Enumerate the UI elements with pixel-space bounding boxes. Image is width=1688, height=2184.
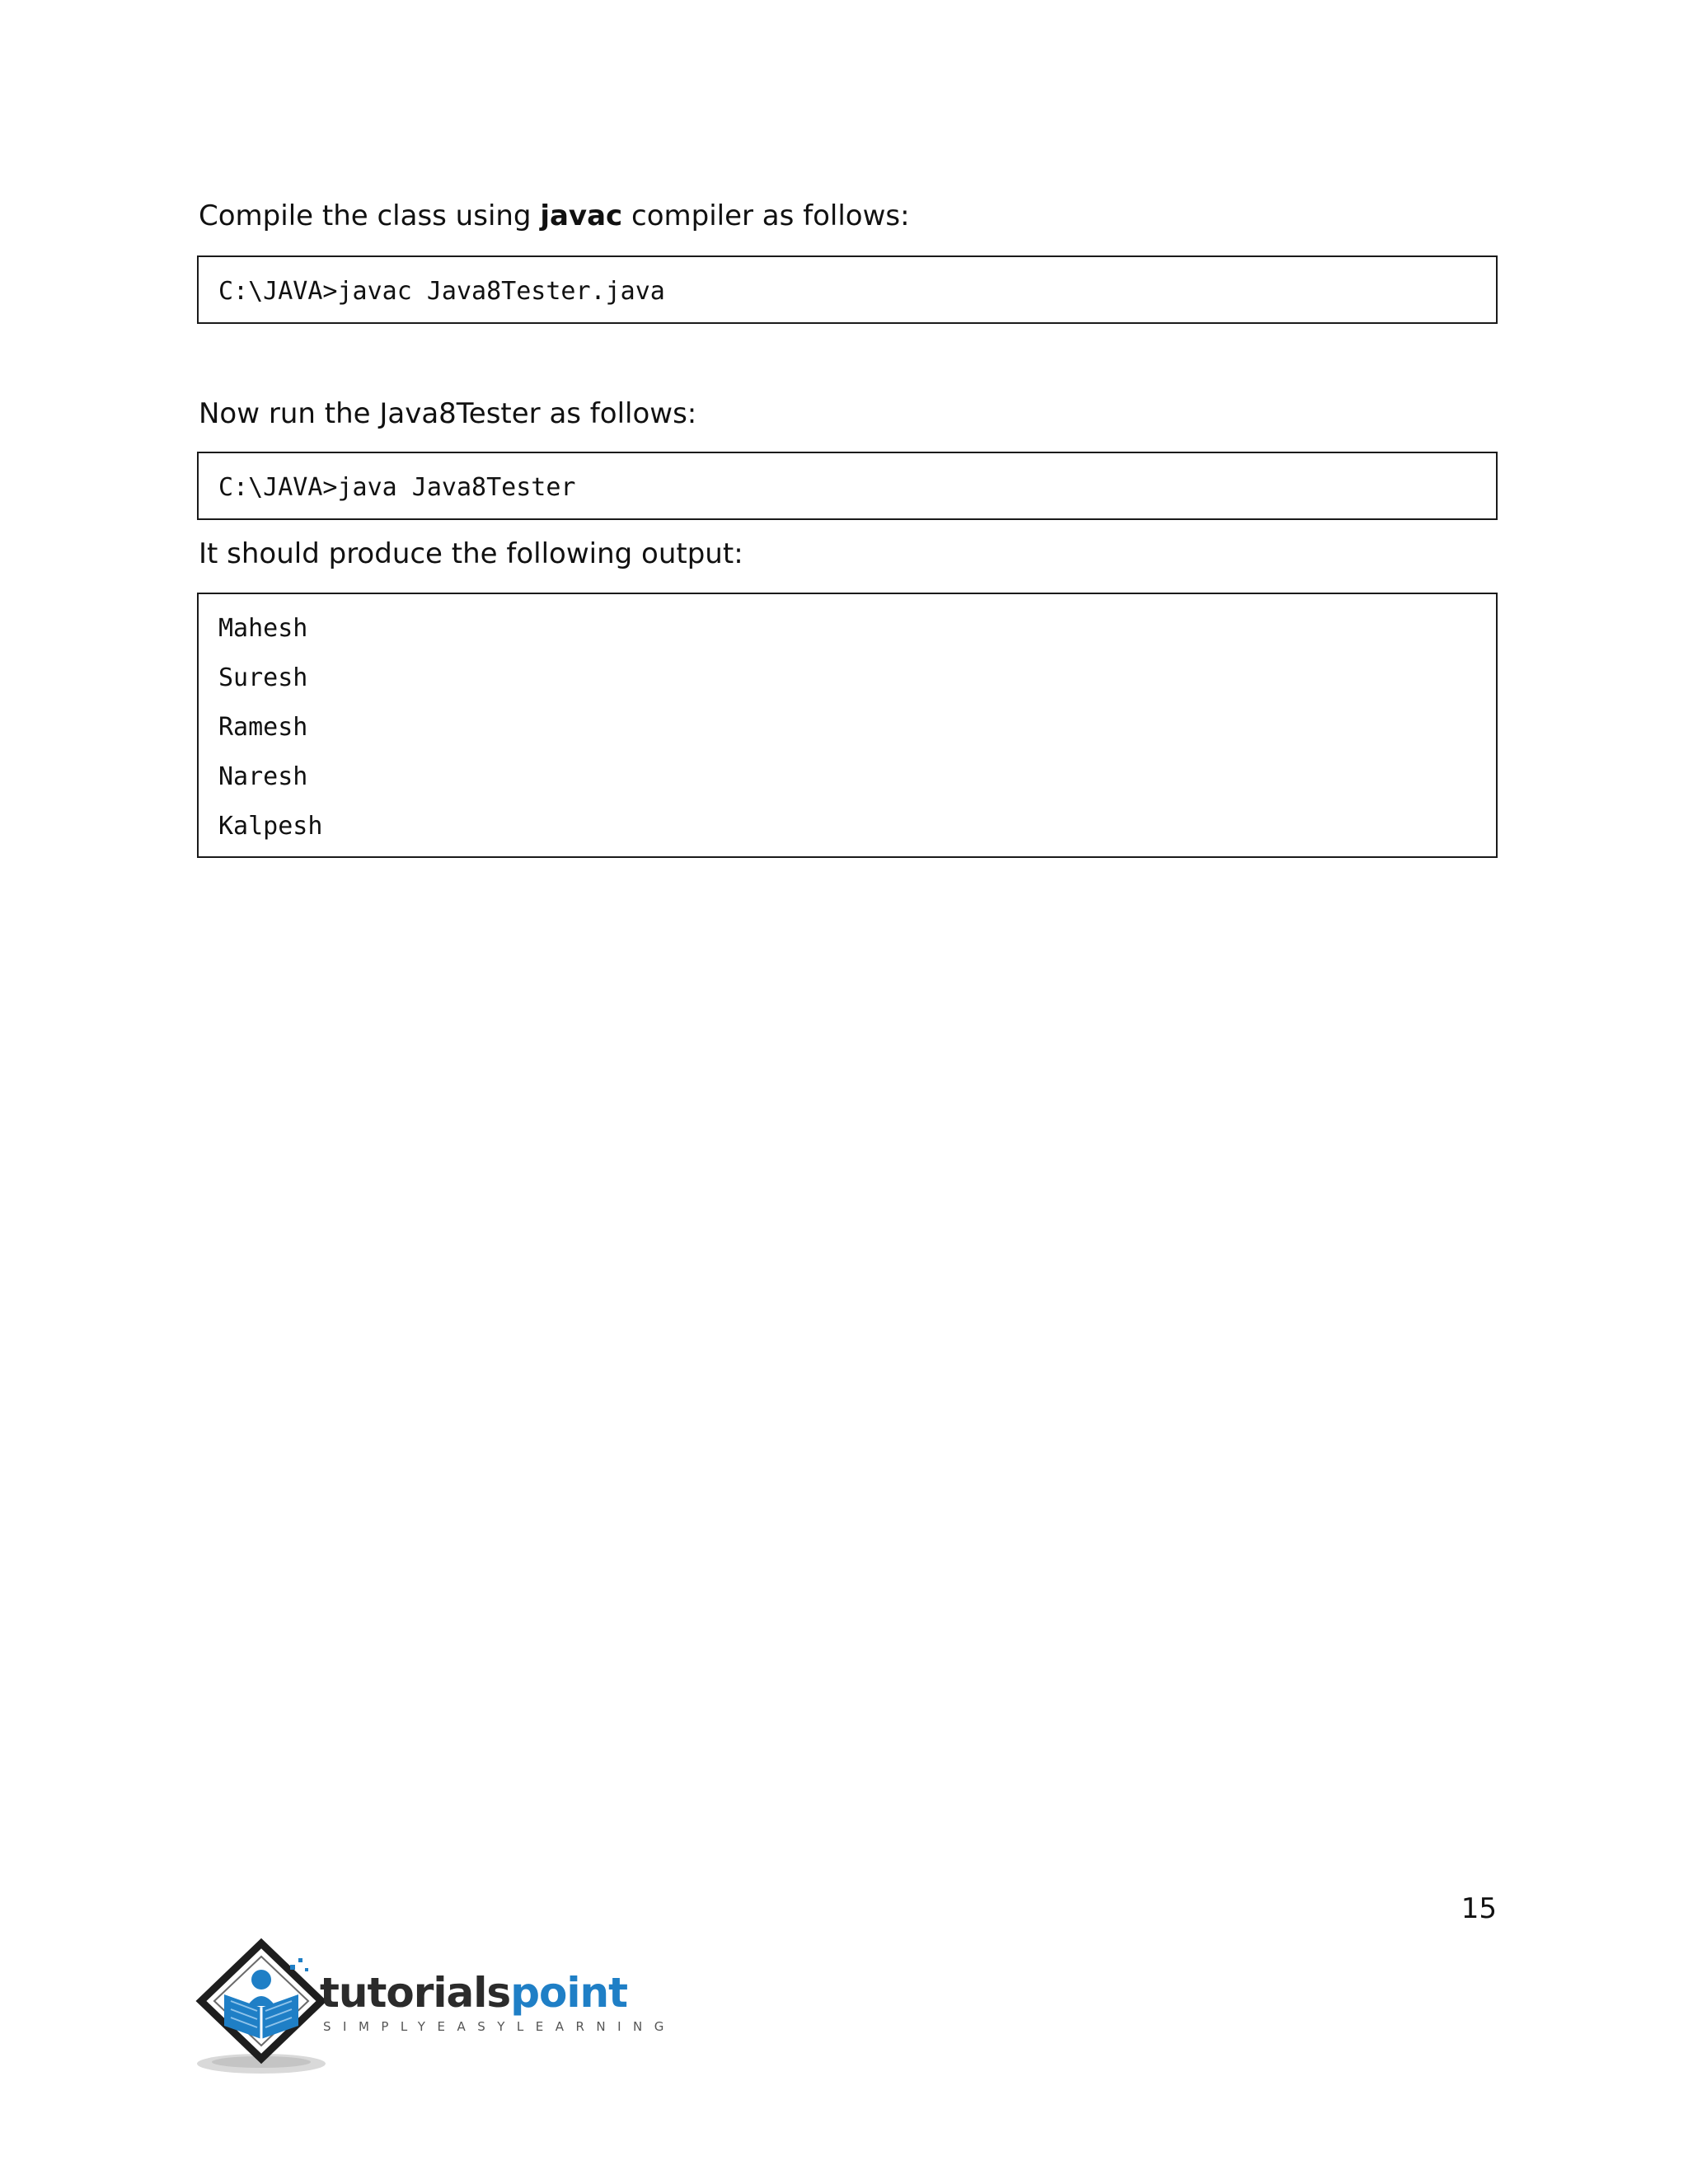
logo-word-point: point bbox=[510, 1969, 627, 2017]
compile-intro-text-end: compiler as follows: bbox=[622, 199, 910, 232]
output-line: Mahesh bbox=[218, 614, 308, 643]
tutorialspoint-logo bbox=[191, 1937, 676, 2077]
output-intro-paragraph: It should produce the following output: bbox=[199, 537, 743, 570]
code-line: C:\JAVA>java Java8Tester bbox=[218, 473, 576, 502]
logo-tagline: SIMPLYEASYLEARNING bbox=[323, 2019, 676, 2034]
logo-word-tutorials: tutorials bbox=[320, 1969, 511, 2017]
javac-bold-term: javac bbox=[540, 199, 623, 232]
output-line: Suresh bbox=[218, 663, 308, 692]
compile-intro-paragraph bbox=[199, 198, 910, 234]
compile-intro-text: Compile the class using bbox=[199, 199, 541, 232]
output-line: Ramesh bbox=[218, 713, 308, 742]
output-line: Naresh bbox=[218, 762, 308, 791]
run-intro-paragraph: Now run the Java8Tester as follows: bbox=[199, 397, 697, 430]
compile-command-code-block bbox=[197, 255, 1498, 324]
run-command-code-block bbox=[197, 452, 1498, 520]
tutorialspoint-logo-icon bbox=[191, 1937, 331, 2077]
logo-wordmark bbox=[320, 1970, 627, 2016]
program-output-code-block bbox=[197, 593, 1498, 858]
page-number: 15 bbox=[1461, 1892, 1497, 1925]
code-line: C:\JAVA>javac Java8Tester.java bbox=[218, 277, 665, 306]
output-line: Kalpesh bbox=[218, 812, 323, 841]
